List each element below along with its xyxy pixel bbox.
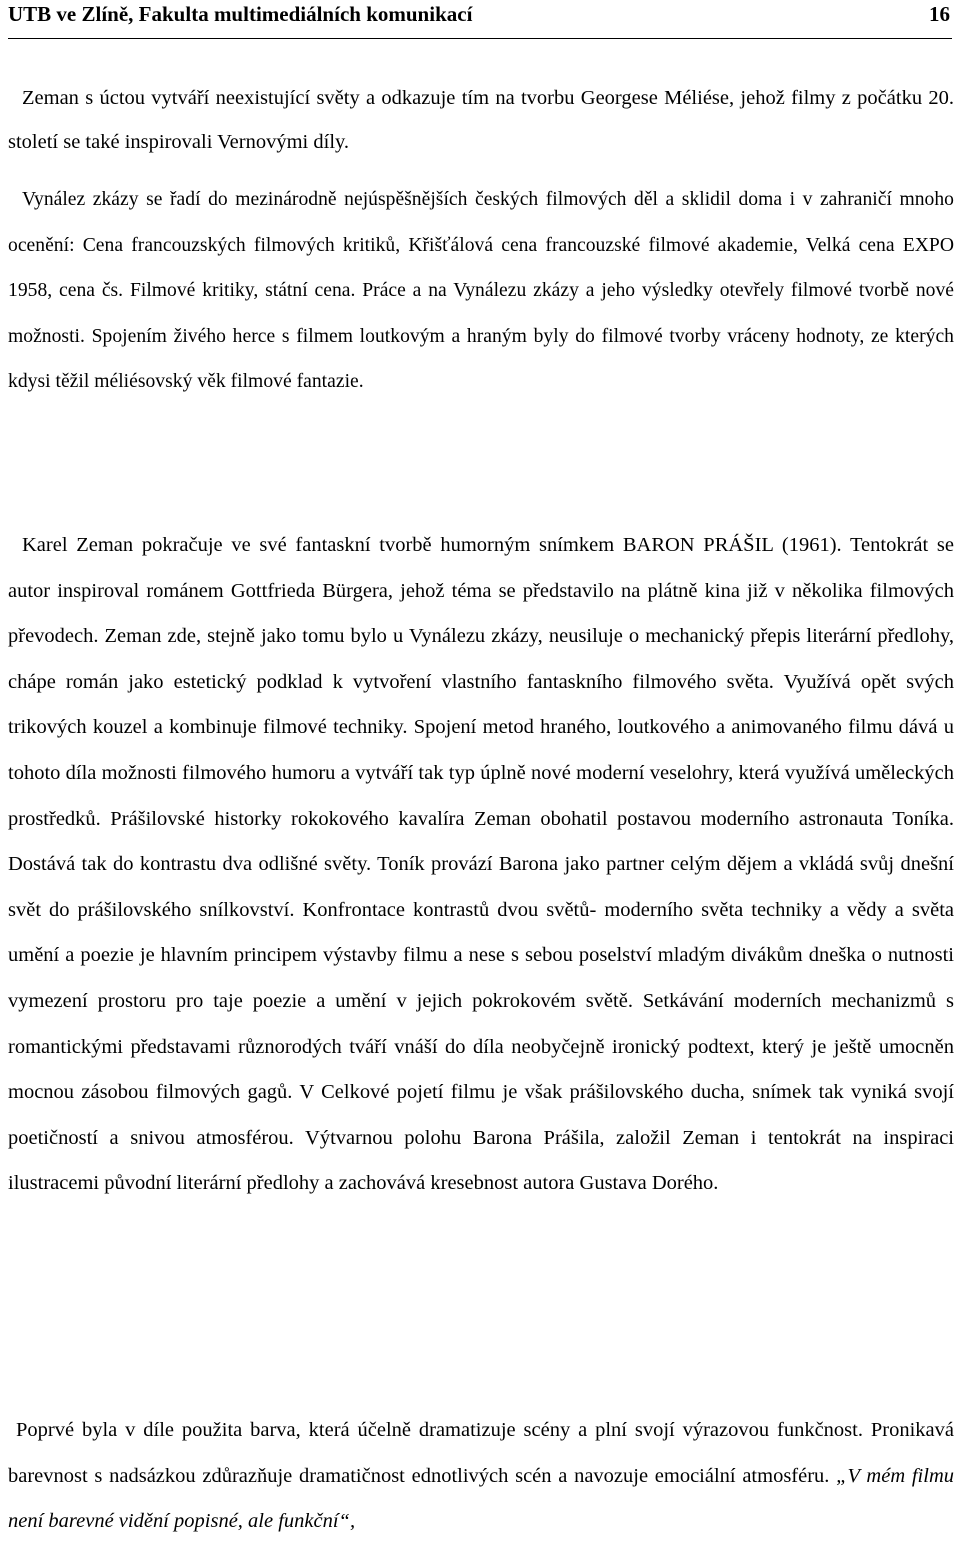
paragraph-vynalez-zkazy: Vynález zkázy se řadí do mezinárodně nejúspěšnějších českých filmových děl a sklidil doma i v zahraničí mnoho ocenění: Cena francouzských filmových kritiků, Křišťálová cena francouzské filmové akademie, Velká cena EXPO 1958, cena čs. Filmové kritiky, státní cena. Práce a na Vynálezu zkázy a jeho výsledky otevřely filmové tvorbě nové možnosti. Spojením živého herce s filmem loutkovým a hraným byly do filmové tvorby vráceny hodnoty, ze kterých kdysi těžil méliésovský věk filmové fantazie. [8,189,954,392]
paragraph-barva-text: Poprvé byla v díle použita barva, která účelně dramatizuje scény a plní svojí výrazovou funkčnost. Pronikavá barevnost s nadsázkou zdůrazňuje dramatičnost ednotlivých scén a navozuje emociální atmosféru. [8,1419,954,1487]
page-number: 16 [929,2,950,26]
paragraph-zeman-melies: Zeman s úctou vytváří neexistující světy a odkazuje tím na tvorbu Georgese Méliése, jehož filmy z počátku 20. století se také inspirovali Vernovými díly. [8,87,954,153]
page-header [8,0,952,39]
paragraph-barva [8,1408,954,1545]
header-title: UTB ve Zlíně, Fakulta multimediálních komunikací [8,2,473,26]
paragraph-baron-prasil: Karel Zeman pokračuje ve své fantaskní tvorbě humorným snímkem BARON PRÁŠIL (1961). Tentokrát se autor inspiroval románem Gottfrieda Bürgera, jehož téma se představilo na plátně kina již v několika filmových převodech. Zeman zde, stejně jako tomu bylo u Vynálezu zkázy, neusiluje o mechanický přepis literární předlohy, chápe román jako estetický podklad k vytvoření vlastního fantaskního filmového světa. Využívá opět svých trikových kouzel a kombinuje filmové techniky. Spojení metod hraného, loutkového a animovaného filmu dává u tohoto díla možnosti filmového humoru a vytváří tak typ úplně nové moderní veselohry, která využívá uměleckých prostředků. Prášilovské historky rokokového kavalíra Zeman obohatil postavou moderního astronauta Toníka. Dostává tak do kontrastu dva odlišné světy. Toník provází Barona jako partner celým dějem a vkládá svůj dnešní svět do prášilovského snílkovství. Konfrontace kontrastů dvou světů- moderního světa techniky a vědy a světa umění a poezie je hlavním principem výstavby filmu a nese s sebou poselství mladým divákům dneška o nutnosti vymezení prostoru pro taje poezie a umění v jejich pokrokovém světě. Setkávání moderních mechanizmů s romantickými představami různorodých tváří vnáší do díla neobyčejně ironický podtext, který je ještě umocněn mocnou zásobou filmových gagů. V Celkové pojetí filmu je však prášilovského ducha, snímek tak vyniká svojí poetičností a snivou atmosférou. Výtvarnou polohu Barona Prášila, založil Zeman i tentokrát na inspiraci ilustracemi původní literární předlohy a zachovává kresebnost autora Gustava Dorého. [8,534,954,1195]
paragraph-barva-quote: „V mém filmu není barevné vidění popisné, ale funkční“, [8,1464,954,1533]
